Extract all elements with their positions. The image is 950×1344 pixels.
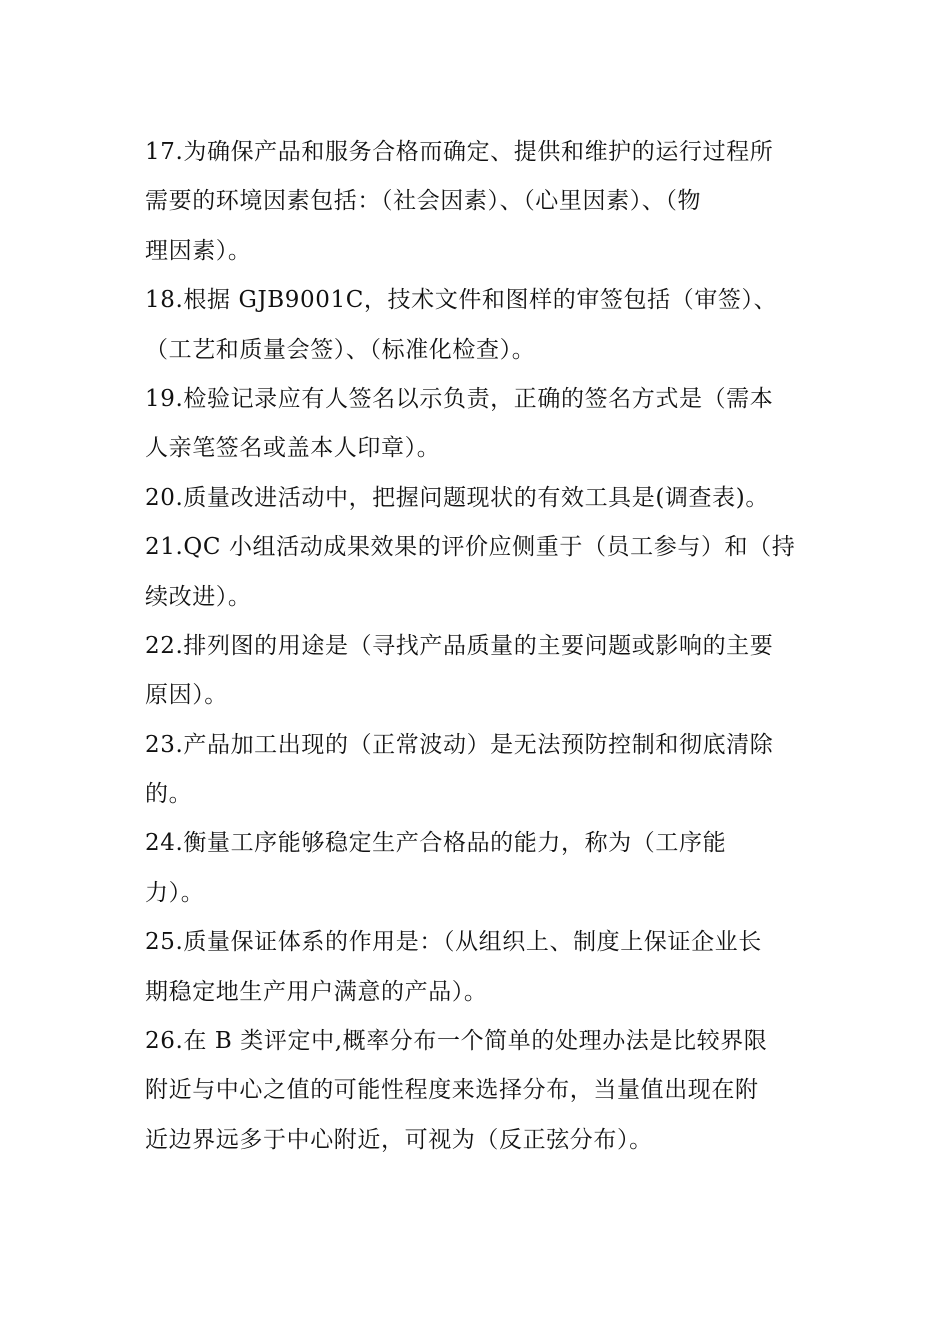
text-line-q18-1: 18.根据 GJB9001C，技术文件和图样的审签包括（审签）、 [145, 287, 778, 314]
text-line-q21-2: 续改进）。 [145, 583, 252, 610]
text-line-q26-1: 26.在 B 类评定中,概率分布一个简单的处理办法是比较界限 [145, 1028, 768, 1055]
text-line-q22-2: 原因）。 [145, 682, 228, 709]
text-line-q24-2: 力）。 [145, 879, 205, 906]
text-line-q17-1: 17.为确保产品和服务合格而确定、提供和维护的运行过程所 [145, 139, 774, 165]
text-line-q19-2: 人亲笔签名或盖本人印章）。 [145, 435, 441, 462]
text-line-q17-3: 理因素）。 [145, 237, 252, 264]
text-line-q26-2: 附近与中心之值的可能性程度来选择分布，当量值出现在附 [145, 1077, 759, 1104]
text-line-q23-2: 的。 [145, 781, 193, 808]
text-line-q17-2: 需要的环境因素包括：（社会因素）、（心里因素）、（物 [145, 188, 702, 215]
text-line-q20-1: 20.质量改进活动中，把握问题现状的有效工具是(调查表)。 [145, 484, 769, 511]
text-line-q23-1: 23.产品加工出现的（正常波动）是无法预防控制和彻底清除 [145, 731, 774, 758]
text-line-q25-2: 期稳定地生产用户满意的产品）。 [145, 978, 488, 1005]
text-line-q18-2: （工艺和质量会签）、（标准化检查）。 [145, 336, 536, 363]
text-line-q19-1: 19.检验记录应有人签名以示负责，正确的签名方式是（需本 [145, 385, 774, 412]
text-line-q26-3: 近边界远多于中心附近，可视为（反正弦分布）。 [145, 1126, 653, 1153]
question-list [145, 128, 810, 1165]
text-line-q25-1: 25.质量保证体系的作用是：（从组织上、制度上保证企业长 [145, 929, 762, 956]
text-line-q22-1: 22.排列图的用途是（寻找产品质量的主要问题或影响的主要 [145, 632, 774, 659]
text-line-q21-1: 21.QC 小组活动成果效果的评价应侧重于（员工参与）和（持 [145, 534, 796, 561]
text-line-q24-1: 24.衡量工序能够稳定生产合格品的能力，称为（工序能 [145, 830, 727, 857]
